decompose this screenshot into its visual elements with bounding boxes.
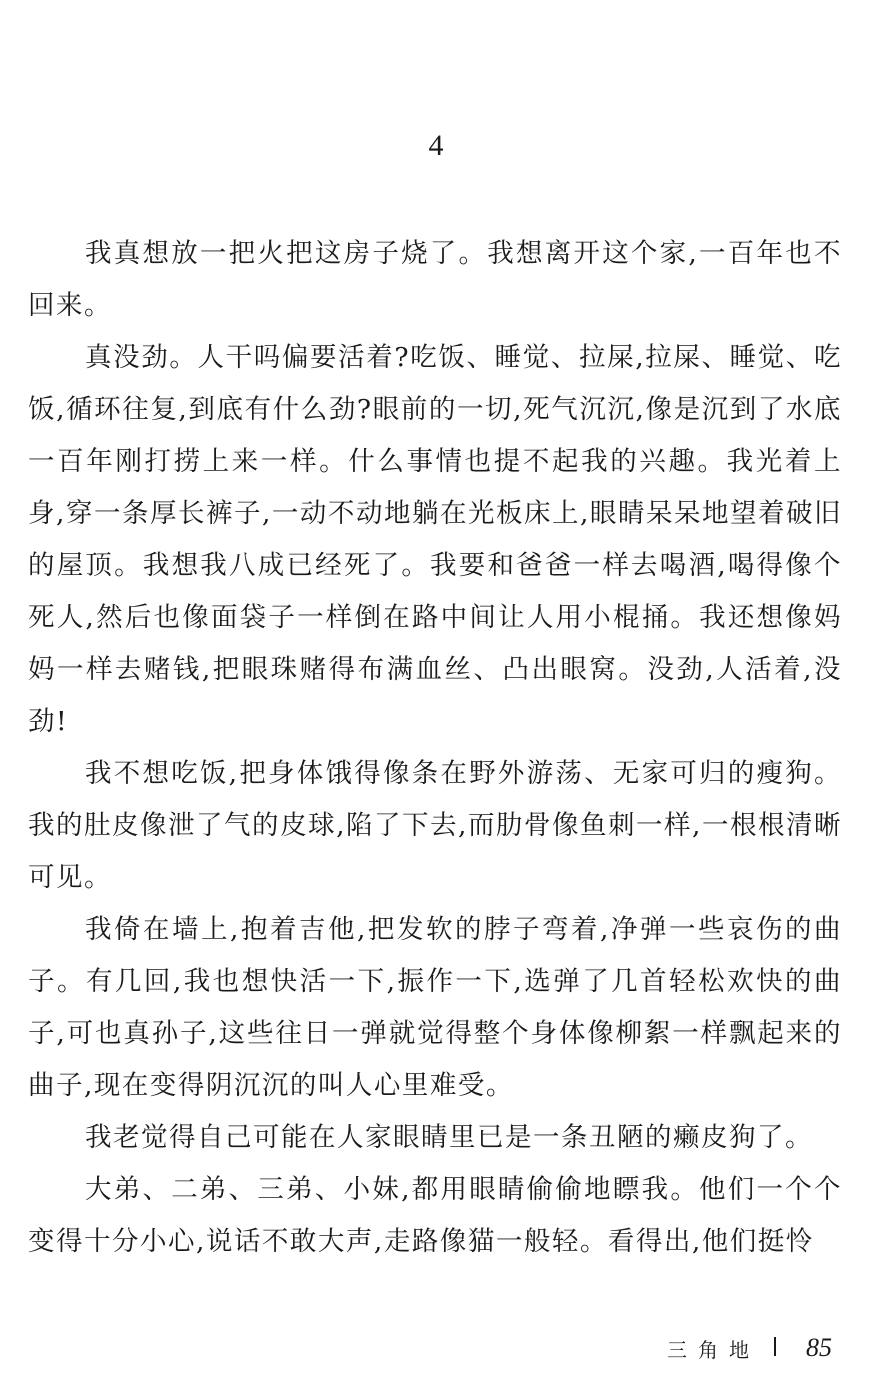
page-footer <box>0 1333 872 1363</box>
paragraph: 我真想放一把火把这房子烧了。我想离开这个家,一百年也不回来。 <box>28 238 842 321</box>
paragraph: 大弟、二弟、三弟、小妹,都用眼睛偷偷地瞟我。他们一个个变得十分小心,说话不敢大声,走路像猫一般轻。看得出,他们挺怜 <box>28 1174 842 1257</box>
paragraph: 我老觉得自己可能在人家眼睛里已是一条丑陋的癞皮狗了。 <box>85 1122 813 1153</box>
body-text <box>28 228 842 1268</box>
paragraph: 我不想吃饭,把身体饿得像条在野外游荡、无家可归的瘦狗。我的肚皮像泄了气的皮球,陷了下去,而肋骨像鱼刺一样,一根根清晰可见。 <box>28 758 842 893</box>
paragraph: 我倚在墙上,抱着吉他,把发软的脖子弯着,净弹一些哀伤的曲子。有几回,我也想快活一下,振作一下,选弹了几首轻松欢快的曲子,可也真孙子,这些往日一弹就觉得整个身体像柳絮一样飘起来的曲子,现在变得阴沉沉的叫人心里难受。 <box>28 914 842 1101</box>
footer-divider <box>774 1337 776 1356</box>
running-head: 三角地 <box>667 1338 760 1362</box>
chapter-number: 4 <box>428 129 444 162</box>
page-number: 85 <box>806 1333 832 1362</box>
paragraph: 真没劲。人干吗偏要活着?吃饭、睡觉、拉屎,拉屎、睡觉、吃饭,循环往复,到底有什么劲?眼前的一切,死气沉沉,像是沉到了水底一百年刚打捞上来一样。什么事情也提不起我的兴趣。我光着上身,穿一条厚长裤子,一动不动地躺在光板床上,眼睛呆呆地望着破旧的屋顶。我想我八成已经死了。我要和爸爸一样去喝酒,喝得像个死人,然后也像面袋子一样倒在路中间让人用小棍捅。我还想像妈妈一样去赌钱,把眼珠赌得布满血丝、凸出眼窝。没劲,人活着,没劲! <box>28 342 842 737</box>
